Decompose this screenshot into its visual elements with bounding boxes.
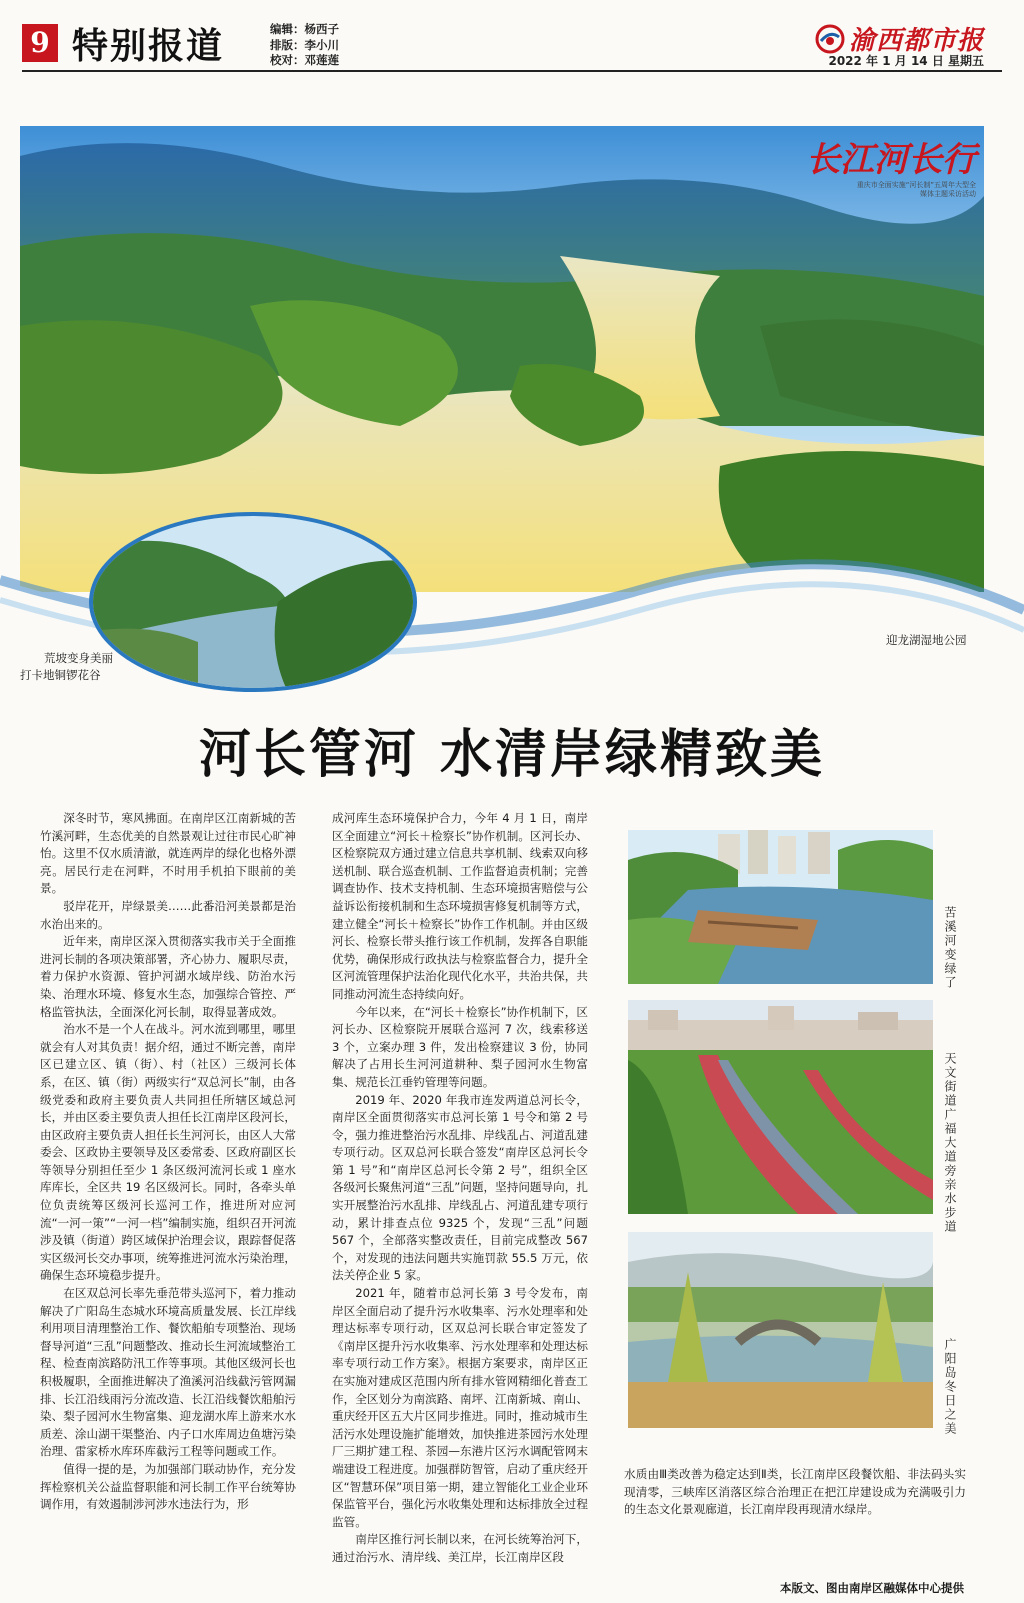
paragraph: 在区双总河长率先垂范带头巡河下，着力推动解决了广阳岛生态城水环境高质量发展、长江岸线利用项目清理整治工作、餐饮船舶专项整治、现场督导河道“三乱”问题整改、推动长生河流域整治工程、检查南滨路防汛工作等事项。其他区级河长也积极履职，全面推进解决了渔溪河沿线截污管网漏排、长江沿线雨污分流改造、长江沿线餐饮船舶污染、梨子园河水生物富集、迎龙湖水库上游来水水质差、涂山湖干渠整治、内子口水库周边鱼塘污染治理、雷家桥水库环库截污工程等问题或工作。 bbox=[40, 1286, 296, 1459]
paragraph: 近年来，南岸区深入贯彻落实我市关于全面推进河长制的各项决策部署，齐心协力、履职尽责，着力保护水资源、管护河湖水域岸线、防治水污染、治理水环境、修复水生态，加强综合管控、严格监管执法，全面深化河长制，取得显著成效。 bbox=[40, 934, 296, 1019]
photo-guangyang-island bbox=[628, 1232, 933, 1428]
photo-caption-1: 苦溪河变绿了 bbox=[943, 906, 957, 990]
editor-credits bbox=[270, 22, 339, 69]
paragraph: 南岸区推行河长制以来，在河长统筹治河下，通过治污水、清岸线、美江岸，长江南岸区段 bbox=[332, 1532, 588, 1564]
inset-caption bbox=[20, 650, 113, 684]
header-rule bbox=[22, 70, 1002, 72]
stamp-subtitle: 重庆市全面实施“河长制”五周年大型全媒体主题采访活动 bbox=[856, 181, 976, 198]
paper-name: 渝西都市报 bbox=[848, 26, 984, 56]
photo-caption-3: 广阳岛冬日之美 bbox=[943, 1338, 957, 1436]
credit-layout: 排版：李小川 bbox=[270, 37, 339, 52]
campaign-stamp bbox=[806, 132, 976, 199]
footer-credit: 本版文、图由南岸区融媒体中心提供 bbox=[780, 1581, 964, 1595]
page-number: 9 bbox=[22, 24, 58, 62]
paragraph: 成河库生态环境保护合力，今年 4 月 1 日，南岸区全面建立“河长＋检察长”协作机制。区河长办、区检察院双方通过建立信息共享机制、线索双向移送机制、联合巡查机制、工作监督追责机制；完善调查协作、技术支持机制、生态环境损害赔偿与公益诉讼衔接机制和生态环境损害修复机制等方式，建立健全“河长＋检察长”协作工作机制。并由区级河长、检察长带头推行该工作机制，发挥各自职能优势，确保形成行政执法与检察监督合力，提升全区河流管理保护法治化现代化水平，共治共保，共同推动河流生态持续向好。 bbox=[332, 811, 588, 1001]
publication-date: 2022 年 1 月 14 日 星期五 bbox=[828, 54, 984, 68]
photo-guangfu-walkway bbox=[628, 1000, 933, 1214]
paragraph: 值得一提的是，为加强部门联动协作，充分发挥检察机关公益监督职能和河长制工作平台统筹协调作用，有效遏制涉河涉水违法行为，形 bbox=[40, 1461, 296, 1512]
paragraph: 治水不是一个人在战斗。河水流到哪里，哪里就会有人对其负责！据介绍，通过不断完善，南岸区已建立区、镇（街）、村（社区）三级河长体系，在区、镇（街）两级实行“双总河长”制，由各级党委和政府主要负责人共同担任所辖区域总河长，并由区委主要负责人担任长江南岸区段河长，由区政府主要负责人担任长生河河长，由区人大常委会、区政协主要领导及区委常委、区政府副区长等领导分别担任至少 1 条区级河流河长或 1 座水库库长，全区共 19 名区级河长。同时，各牵头单位负责统筹区级河长巡河工作，推进所对应河流“一河一策”“一河一档”编制实施，组织召开河流涉及镇（街道）跨区域保护治理会议，跟踪督促落实区级河长交办事项，统筹推进河流水污染治理，确保生态环境稳步提升。 bbox=[40, 1022, 296, 1283]
article-column-1 bbox=[40, 810, 296, 1514]
paragraph: 深冬时节，寒风拂面。在南岸区江南新城的苦竹溪河畔，生态优美的自然景观让过往市民心旷神怡。这里不仅水质清澈，就连两岸的绿化也格外漂亮。居民行走在河畔，不时用手机拍下眼前的美景。 bbox=[40, 811, 296, 896]
paragraph: 水质由Ⅲ类改善为稳定达到Ⅱ类，长江南岸区段餐饮船、非法码头实现清零，三峡库区消落区综合治理正在把江岸建设成为充满吸引力的生态文化景观廊道，长江南岸段再现清水绿岸。 bbox=[624, 1467, 966, 1517]
paragraph: 驳岸花开，岸绿景美……此番沿河美景都是治水治出来的。 bbox=[40, 898, 296, 931]
inset-caption-line-1: 荒坡变身美丽 bbox=[44, 651, 113, 665]
paragraph: 2019 年、2020 年我市连发两道总河长令，南岸区全面贯彻落实市总河长第 1 号令和第 2 号令，强力推进整治污水乱排、岸线乱占、河道乱建专项行动。区双总河长联合签发“南岸区总河长令第 1 号”和“南岸区总河长令第 2 号”，组织全区各级河长聚焦河道“三乱”问题，坚持问题导向，扎实开展整治污水乱排、岸线乱占、河道乱建专项行动，累计排查点位 9325 个，发现“三乱”问题 567 个，全部落实整改责任，目前完成整改 567 个，对发现的违法问题共实施罚款 55.5 万元，依法关停企业 5 家。 bbox=[332, 1092, 588, 1283]
section-title: 特别报道 bbox=[72, 25, 225, 67]
paragraph: 今年以来，在“河长＋检察长”协作机制下，区河长办、区检察院开展联合巡河 7 次，线索移送 3 个，立案办理 3 件，发出检察建议 3 份，协同解决了占用长生河河道耕种、梨子园河水生物富集、规范长江垂钓管理等问题。 bbox=[332, 1004, 588, 1089]
article-column-2 bbox=[332, 810, 588, 1567]
stamp-title: 长江河长行 bbox=[806, 140, 976, 180]
article-column-3 bbox=[624, 1466, 966, 1519]
inset-photo-tongluo-valley bbox=[88, 512, 418, 692]
hero-caption: 迎龙湖湿地公园 bbox=[886, 633, 967, 647]
credit-editor: 编辑：杨西子 bbox=[270, 22, 339, 36]
inset-caption-line-2: 打卡地铜锣花谷 bbox=[20, 668, 101, 682]
credit-proofread: 校对：邓莲莲 bbox=[270, 53, 339, 67]
newspaper-logo-icon bbox=[815, 24, 845, 54]
photo-kuxi-river bbox=[628, 830, 933, 984]
headline: 河长管河 水清岸绿精致美 bbox=[198, 725, 826, 785]
paragraph: 2021 年，随着市总河长第 3 号令发布，南岸区全面启动了提升污水收集率、污水处理率和处理达标率专项行动，区双总河长联合审定签发了《南岸区提升污水收集率、污水处理率和处理达标率专项行动工作方案》。根据方案要求，南岸区正在实施对建成区范围内所有排水管网精细化普查工作，全区划分为南滨路、南坪、江南新城、南山、重庆经开区五大片区同步推进。同时，推动城市生活污水处理设施扩能增效，加快推进茶园污水处理厂三期扩建工程、茶园—东港片区污水调配管网末端建设工程进度。加强群防智管，启动了重庆经开区“智慧环保”项目第一期，建立智能化工业企业环保监管平台，强化污水收集处理和达标排放全过程监管。 bbox=[332, 1286, 588, 1529]
photo-caption-2: 天文街道广福大道旁亲水步道 bbox=[943, 1052, 957, 1234]
